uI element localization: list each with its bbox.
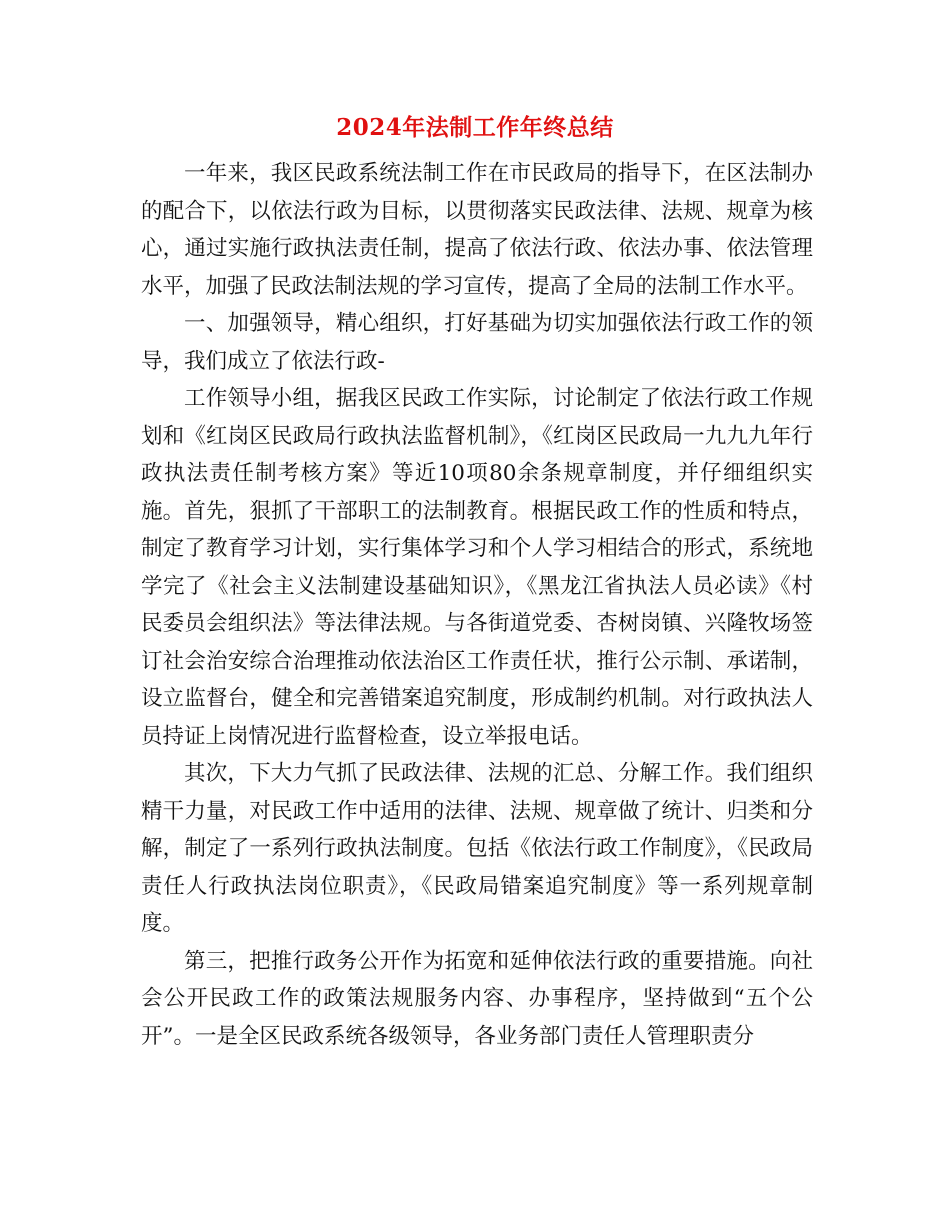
document-title: 2024年法制工作年终总结 [336, 114, 614, 141]
document-body [141, 155, 813, 1055]
paragraph-section-one: 一、加强领导，精心组织，打好基础为切实加强依法行政工作的领导，我们成立了依法行政- [141, 311, 813, 374]
paragraph-second: 其次，下大力气抓了民政法律、法规的汇总、分解工作。我们组织精干力量，对民政工作中适用的法律、法规、规章做了统计、归类和分解，制定了一系列行政执法制度。包括《依法行政工作制度》，《民政局责任人行政执法岗位职责》，《民政局错案追究制度》等一系列规章制度。 [141, 761, 813, 936]
paragraph-third: 第三，把推行政务公开作为拓宽和延伸依法行政的重要措施。向社会公开民政工作的政策法规服务内容、办事程序，坚持做到“五个公开”。一是全区民政系统各级领导，各业务部门责任人管理职责分 [141, 948, 813, 1049]
paragraph-leadership-group: 工作领导小组，据我区民政工作实际，讨论制定了依法行政工作规划和《红岗区民政局行政执法监督机制》，《红岗区民政局一九九九年行政执法责任制考核方案》等近10项80余条规章制度，并仔细组织实施。首先，狠抓了干部职工的法制教育。根据民政工作的性质和特点，制定了教育学习计划，实行集体学习和个人学习相结合的形式，系统地学完了《社会主义法制建设基础知识》，《黑龙江省执法人员必读》《村民委员会组织法》等法律法规。与各街道党委、杏树岗镇、兴隆牧场签订社会治安综合治理推动依法治区工作责任状，推行公示制、承诺制，设立监督台，健全和完善错案追究制度，形成制约机制。对行政执法人员持证上岗情况进行监督检查，设立举报电话。 [141, 386, 813, 749]
paragraph-intro: 一年来，我区民政系统法制工作在市民政局的指导下，在区法制办的配合下，以依法行政为目标，以贯彻落实民政法律、法规、规章为核心，通过实施行政执法责任制，提高了依法行政、依法办事、依法管理水平，加强了民政法制法规的学习宣传，提高了全局的法制工作水平。 [141, 161, 813, 299]
